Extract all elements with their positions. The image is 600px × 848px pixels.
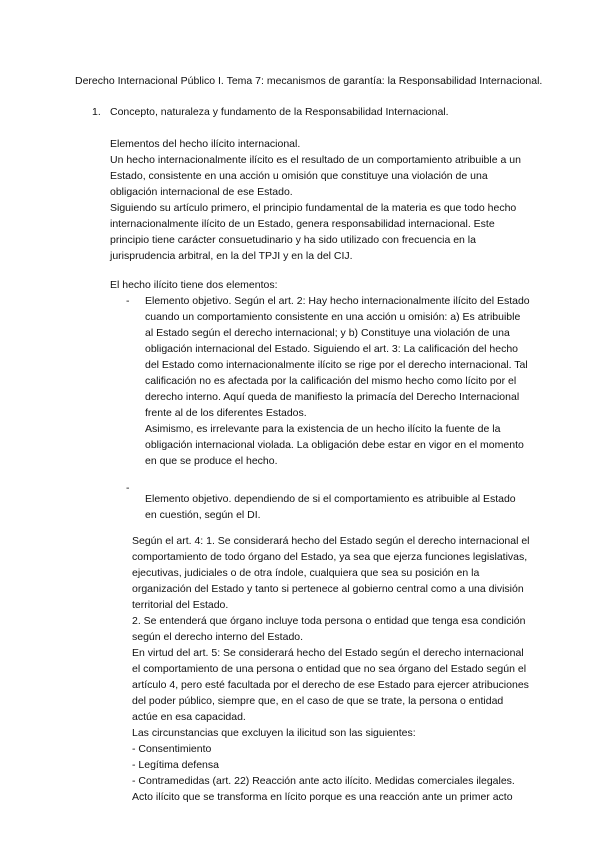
- countermeasures-explanation: Acto ilícito que se transforma en lícito porque es una reacción ante un primer acto: [132, 791, 513, 803]
- exclusion-item: - Consentimiento: [132, 743, 212, 755]
- exclusion-item: - Contramedidas (art. 22) Reacción ante acto ilícito. Medidas comerciales ilegales.: [132, 775, 515, 787]
- article-4-paragraph: Según el art. 4: 1. Se considerará hecho del Estado según el derecho internacional el comportamiento de todo órgano del Estado, ya sea que ejerza funciones legislativas, ejecutivas, judiciales o de otra índole, cualquiera que sea su posición en la organización del Estado y tanto si pertenece al gobierno central como a una división territorial del Estado.: [132, 535, 530, 611]
- exclusion-item: - Legítima defensa: [132, 759, 219, 771]
- document-title: Derecho Internacional Público I. Tema 7: mecanismos de garantía: la Responsabilidad Internacional.: [75, 75, 543, 87]
- list-item-subjective-element: [132, 480, 530, 805]
- article-4-point-2: 2. Se entenderá que órgano incluye toda persona o entidad que tenga esa condición según el derecho interno del Estado.: [132, 615, 526, 643]
- intro-heading: Elementos del hecho ilícito internacional.: [110, 138, 301, 150]
- list-item-objective-element: [145, 293, 530, 469]
- bullet-marker: -: [126, 482, 130, 494]
- intro-paragraph-definition: Un hecho internacionalmente ilícito es el resultado de un comportamiento atribuible a un Estado, consistente en una acción u omisión que constituye una violación de una obligación internacional de ese Estado.: [110, 154, 521, 198]
- exclusion-circumstances-heading: Las circunstancias que excluyen la ilicitud son las siguientes:: [132, 727, 416, 739]
- list-item-text: Asimismo, es irrelevante para la existencia de un hecho ilícito la fuente de la obligación internacional violada. La obligación debe estar en vigor en el momento en que se produce el hecho.: [145, 423, 524, 467]
- list-item-lead: Elemento objetivo. dependiendo de si el comportamiento es atribuible al Estado en cuestión, según el DI.: [145, 492, 516, 521]
- section-title: Concepto, naturaleza y fundamento de la Responsabilidad Internacional.: [110, 106, 449, 118]
- article-5-paragraph: En virtud del art. 5: Se considerará hecho del Estado según el derecho internacional el comportamiento de una persona o entidad que no sea órgano del Estado según el artículo 4, pero esté facultada por el derecho de ese Estado para ejercer atribuciones del poder público, siempre que, en el caso de que se trate, la persona o entidad actúe en esa capacidad.: [132, 647, 529, 723]
- section-number: 1.: [92, 106, 101, 118]
- bullet-marker: -: [126, 295, 130, 307]
- intro-paragraph-principle: Siguiendo su artículo primero, el principio fundamental de la materia es que todo hecho internacionalmente ilícito de un Estado, genera responsabilidad internacional. Este principio tiene carácter consuetudinario y ha sido utilizado con frecuencia en la jurisprudencia arbitral, en la del TPJI y en la del CIJ.: [110, 202, 517, 262]
- intro-block: [110, 136, 530, 264]
- elements-intro: El hecho ilícito tiene dos elementos:: [110, 279, 278, 291]
- list-item-text: Elemento objetivo. Según el art. 2: Hay hecho internacionalmente ilícito del Estado cuando un comportamiento consistente en una acción u omisión: a) Es atribuible al Estado según el derecho internacional; y b) Constituye una violación de una obligación internacional del Estado. Siguiendo el art. 3: La calificación del hecho del Estado como internacionalmente ilícito se rige por el derecho internacional. Tal calificación no es afectada por la calificación del mismo hecho como lícito por el derecho interno. Aquí queda de manifiesto la primacía del Derecho Internacional frente al de los diferentes Estados.: [145, 295, 530, 419]
